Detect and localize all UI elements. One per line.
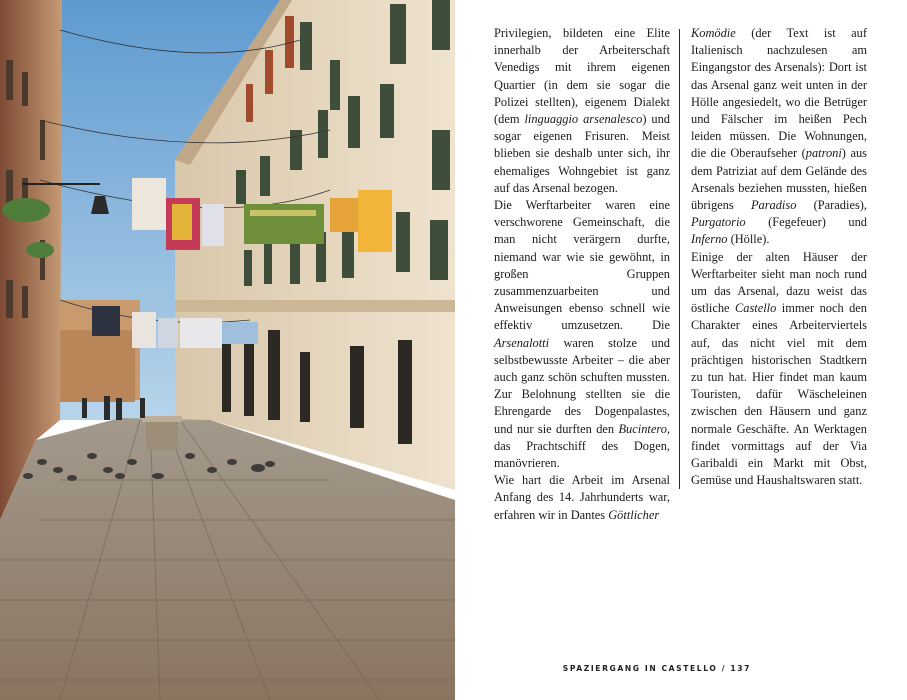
paragraph — [691, 249, 867, 490]
text-run: (Fegefeuer) und — [745, 215, 867, 230]
italic-term: Paradiso — [750, 198, 797, 213]
right-text-column — [691, 25, 867, 489]
left-text-column — [494, 25, 670, 524]
text-run: (der Text ist auf Italienisch nachzulesen am Eingangstor des Arsenals): Dort ist das Arsenal ganz weit unten in der Hölle angesiedelt, wo die Betrüger und Fälscher im heißen Pech leiden müssen. Die Wohnungen, die die Oberaufseher ( — [691, 26, 867, 161]
italic-term: Purgatorio — [691, 215, 746, 230]
italic-term: Komödie — [691, 26, 736, 40]
text-run: ) und sogar eigenen Frisuren. Meist blieben sie deshalb unter sich, ihr ehemaliges Wohngebiet ist ganz auf das Arsenal bezogen. — [494, 112, 671, 195]
page-number: 137 — [730, 664, 751, 673]
paragraph — [691, 25, 867, 249]
text-run: (Paradies), — [796, 198, 867, 213]
text-run: ) aus dem Patriziat auf dem Gelände des Arsenals beziehen mussten, hießen übrigens — [691, 146, 867, 213]
paragraph — [494, 197, 670, 472]
text-run: Privilegien, bildeten eine Elite innerhalb der Arbeiterschaft Venedigs mit ihrem eigenen Quartier (in dem sie sogar die Polizei stellten), eigenem Dialekt (dem — [494, 26, 670, 127]
italic-term: linguaggio arsenalesco — [524, 112, 643, 127]
italic-term: Inferno — [691, 232, 728, 247]
text-run: , das Prachtschiff des Dogen, manövrieren. — [494, 421, 670, 471]
paragraph — [494, 25, 670, 197]
paragraph — [494, 472, 670, 524]
text-run: waren stolze und selbstbewusste Arbeiter – die aber auch ganz schön schuften mussten. Zur Belohnung stellten sie die Ehrengarde des Dogenpalastes, und nur sie durften den — [494, 335, 670, 436]
italic-term: Göttlicher — [608, 507, 660, 522]
text-run: Wie hart die Arbeit im Arsenal Anfang des 14. Jahrhunderts war, erfahren wir in Dantes — [494, 473, 670, 522]
page-footer — [563, 664, 751, 673]
footer-separator: / — [721, 664, 727, 673]
text-run: Die Werftarbeiter waren eine verschworene Gemeinschaft, die man nicht verärgern durfte, niemand war wie sie gewöhnt, in großen Gruppen zusammenzuarbeiten und Anweisungen ebenso schnell wie effektiv umzusetzen. Die — [494, 198, 670, 333]
italic-term: Bucintero — [618, 421, 667, 436]
italic-term: patroni — [805, 146, 842, 161]
text-run: Einige der alten Häuser der Werftarbeiter sieht man noch rund um das Arsenal, dazu weist das östliche — [691, 249, 867, 316]
running-head: SPAZIERGANG IN CASTELLO — [562, 664, 718, 673]
text-run: (Hölle). — [727, 232, 770, 247]
italic-term: Castello — [735, 301, 777, 316]
italic-term: Arsenalotti — [494, 335, 550, 350]
text-page — [455, 0, 907, 700]
text-run: immer noch den Charakter eines Arbeiterviertels auf, das nicht viel mit dem prächtigen historischen Stadtkern zu tun hat. Hier findet man kaum Touristen, dafür Wäscheleinen zwischen den Häusern und ganz normale Geschäfte. An Werktagen findet vormittags auf der Via Garibaldi ein Markt mit Obst, Gemüse und Haushaltswaren statt. — [691, 301, 867, 488]
wellhead — [146, 420, 178, 450]
column-divider — [679, 29, 680, 489]
